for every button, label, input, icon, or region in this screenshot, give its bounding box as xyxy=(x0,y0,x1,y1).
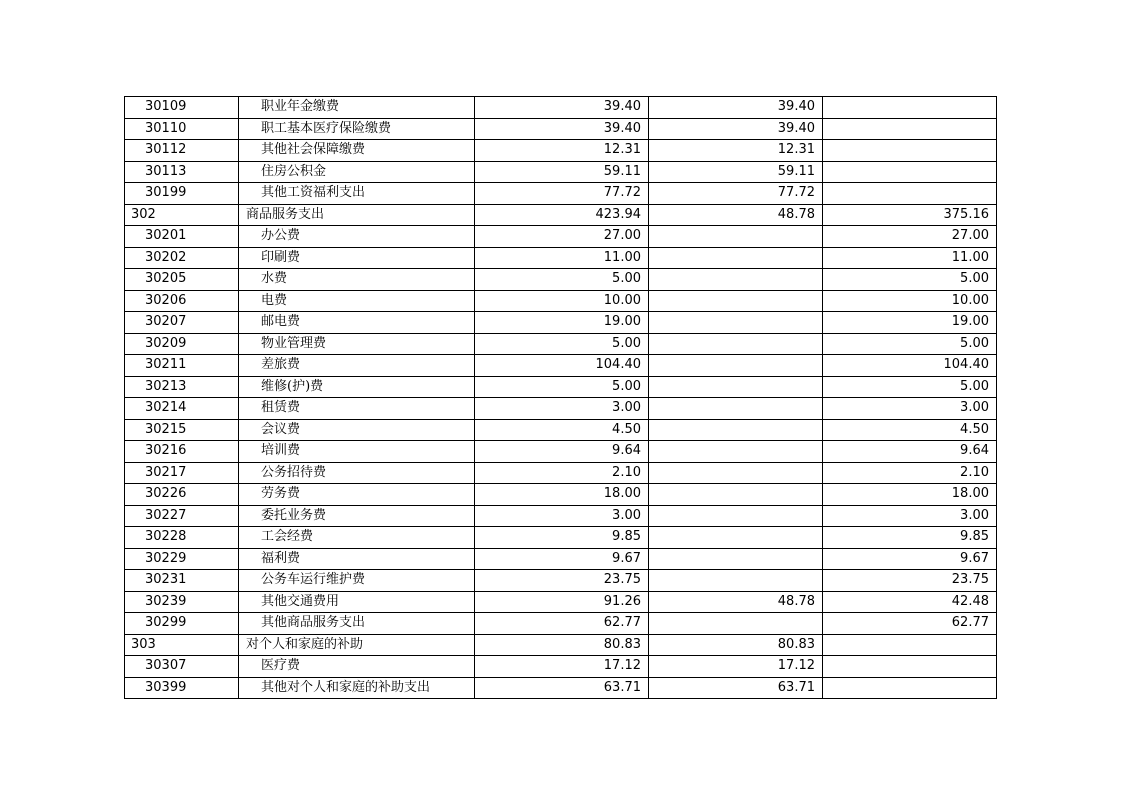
project-expenditure-cell xyxy=(823,140,997,162)
item-name-cell: 其他社会保障缴费 xyxy=(239,140,475,162)
item-name-cell: 住房公积金 xyxy=(239,161,475,183)
economic-code-cell: 30211 xyxy=(125,355,239,377)
table-row xyxy=(125,656,997,678)
total-amount-cell: 9.67 xyxy=(475,548,649,570)
item-name-cell: 商品服务支出 xyxy=(239,204,475,226)
item-name-cell: 对个人和家庭的补助 xyxy=(239,634,475,656)
basic-expenditure-cell: 59.11 xyxy=(649,161,823,183)
basic-expenditure-cell xyxy=(649,290,823,312)
project-expenditure-cell xyxy=(823,183,997,205)
total-amount-cell: 63.71 xyxy=(475,677,649,699)
economic-code-cell: 30213 xyxy=(125,376,239,398)
table-row xyxy=(125,226,997,248)
economic-code-cell: 30206 xyxy=(125,290,239,312)
table-row xyxy=(125,505,997,527)
project-expenditure-cell: 3.00 xyxy=(823,505,997,527)
total-amount-cell: 39.40 xyxy=(475,97,649,119)
project-expenditure-cell: 104.40 xyxy=(823,355,997,377)
basic-expenditure-cell: 39.40 xyxy=(649,118,823,140)
economic-code-cell: 30207 xyxy=(125,312,239,334)
basic-expenditure-cell: 63.71 xyxy=(649,677,823,699)
economic-code-cell: 30209 xyxy=(125,333,239,355)
table-row xyxy=(125,398,997,420)
table-row xyxy=(125,333,997,355)
project-expenditure-cell xyxy=(823,656,997,678)
economic-code-cell: 30110 xyxy=(125,118,239,140)
total-amount-cell: 9.64 xyxy=(475,441,649,463)
basic-expenditure-cell xyxy=(649,570,823,592)
economic-code-cell: 30227 xyxy=(125,505,239,527)
economic-code-cell: 30205 xyxy=(125,269,239,291)
item-name-cell: 劳务费 xyxy=(239,484,475,506)
total-amount-cell: 10.00 xyxy=(475,290,649,312)
total-amount-cell: 23.75 xyxy=(475,570,649,592)
item-name-cell: 邮电费 xyxy=(239,312,475,334)
economic-code-cell: 30214 xyxy=(125,398,239,420)
basic-expenditure-cell xyxy=(649,376,823,398)
item-name-cell: 工会经费 xyxy=(239,527,475,549)
item-name-cell: 会议费 xyxy=(239,419,475,441)
table-row xyxy=(125,376,997,398)
project-expenditure-cell: 10.00 xyxy=(823,290,997,312)
table-row xyxy=(125,312,997,334)
item-name-cell: 职工基本医疗保险缴费 xyxy=(239,118,475,140)
economic-code-cell: 30229 xyxy=(125,548,239,570)
project-expenditure-cell: 4.50 xyxy=(823,419,997,441)
total-amount-cell: 91.26 xyxy=(475,591,649,613)
project-expenditure-cell: 5.00 xyxy=(823,333,997,355)
project-expenditure-cell xyxy=(823,677,997,699)
table-row xyxy=(125,290,997,312)
table-row xyxy=(125,355,997,377)
economic-code-cell: 30199 xyxy=(125,183,239,205)
table-row xyxy=(125,183,997,205)
total-amount-cell: 3.00 xyxy=(475,398,649,420)
project-expenditure-cell: 11.00 xyxy=(823,247,997,269)
total-amount-cell: 18.00 xyxy=(475,484,649,506)
basic-expenditure-cell xyxy=(649,505,823,527)
table-row xyxy=(125,613,997,635)
project-expenditure-cell: 18.00 xyxy=(823,484,997,506)
total-amount-cell: 4.50 xyxy=(475,419,649,441)
budget-expenditure-table xyxy=(124,96,997,699)
basic-expenditure-cell: 77.72 xyxy=(649,183,823,205)
project-expenditure-cell: 42.48 xyxy=(823,591,997,613)
table-row xyxy=(125,419,997,441)
item-name-cell: 租赁费 xyxy=(239,398,475,420)
item-name-cell: 公务招待费 xyxy=(239,462,475,484)
basic-expenditure-cell xyxy=(649,226,823,248)
project-expenditure-cell xyxy=(823,161,997,183)
item-name-cell: 水费 xyxy=(239,269,475,291)
economic-code-cell: 30399 xyxy=(125,677,239,699)
item-name-cell: 委托业务费 xyxy=(239,505,475,527)
item-name-cell: 培训费 xyxy=(239,441,475,463)
item-name-cell: 差旅费 xyxy=(239,355,475,377)
total-amount-cell: 9.85 xyxy=(475,527,649,549)
total-amount-cell: 80.83 xyxy=(475,634,649,656)
basic-expenditure-cell xyxy=(649,312,823,334)
category-row xyxy=(125,634,997,656)
project-expenditure-cell xyxy=(823,97,997,119)
economic-code-cell: 30109 xyxy=(125,97,239,119)
project-expenditure-cell: 9.67 xyxy=(823,548,997,570)
economic-code-cell: 30226 xyxy=(125,484,239,506)
project-expenditure-cell: 9.85 xyxy=(823,527,997,549)
basic-expenditure-cell xyxy=(649,247,823,269)
basic-expenditure-cell xyxy=(649,419,823,441)
economic-code-cell: 30112 xyxy=(125,140,239,162)
basic-expenditure-cell xyxy=(649,527,823,549)
project-expenditure-cell: 23.75 xyxy=(823,570,997,592)
project-expenditure-cell: 9.64 xyxy=(823,441,997,463)
table-row xyxy=(125,97,997,119)
table-row xyxy=(125,591,997,613)
basic-expenditure-cell xyxy=(649,484,823,506)
item-name-cell: 其他工资福利支出 xyxy=(239,183,475,205)
category-row xyxy=(125,204,997,226)
total-amount-cell: 5.00 xyxy=(475,376,649,398)
project-expenditure-cell: 5.00 xyxy=(823,376,997,398)
table-row xyxy=(125,484,997,506)
table-row xyxy=(125,140,997,162)
basic-expenditure-cell: 48.78 xyxy=(649,204,823,226)
economic-code-cell: 303 xyxy=(125,634,239,656)
basic-expenditure-cell: 12.31 xyxy=(649,140,823,162)
basic-expenditure-cell: 17.12 xyxy=(649,656,823,678)
economic-code-cell: 30217 xyxy=(125,462,239,484)
total-amount-cell: 59.11 xyxy=(475,161,649,183)
total-amount-cell: 423.94 xyxy=(475,204,649,226)
economic-code-cell: 30113 xyxy=(125,161,239,183)
table-row xyxy=(125,677,997,699)
item-name-cell: 福利费 xyxy=(239,548,475,570)
item-name-cell: 物业管理费 xyxy=(239,333,475,355)
item-name-cell: 其他交通费用 xyxy=(239,591,475,613)
table-row xyxy=(125,441,997,463)
basic-expenditure-cell xyxy=(649,613,823,635)
total-amount-cell: 39.40 xyxy=(475,118,649,140)
project-expenditure-cell: 19.00 xyxy=(823,312,997,334)
economic-code-cell: 302 xyxy=(125,204,239,226)
table-body xyxy=(125,97,997,699)
total-amount-cell: 77.72 xyxy=(475,183,649,205)
item-name-cell: 公务车运行维护费 xyxy=(239,570,475,592)
table-row xyxy=(125,548,997,570)
total-amount-cell: 12.31 xyxy=(475,140,649,162)
basic-expenditure-cell xyxy=(649,269,823,291)
economic-code-cell: 30202 xyxy=(125,247,239,269)
project-expenditure-cell xyxy=(823,634,997,656)
economic-code-cell: 30299 xyxy=(125,613,239,635)
table-row xyxy=(125,570,997,592)
total-amount-cell: 2.10 xyxy=(475,462,649,484)
economic-code-cell: 30307 xyxy=(125,656,239,678)
table-row xyxy=(125,161,997,183)
project-expenditure-cell: 5.00 xyxy=(823,269,997,291)
table-row xyxy=(125,269,997,291)
basic-expenditure-cell xyxy=(649,462,823,484)
economic-code-cell: 30201 xyxy=(125,226,239,248)
total-amount-cell: 17.12 xyxy=(475,656,649,678)
item-name-cell: 其他商品服务支出 xyxy=(239,613,475,635)
table-row xyxy=(125,118,997,140)
item-name-cell: 职业年金缴费 xyxy=(239,97,475,119)
economic-code-cell: 30231 xyxy=(125,570,239,592)
basic-expenditure-cell xyxy=(649,355,823,377)
basic-expenditure-cell xyxy=(649,398,823,420)
table-row xyxy=(125,527,997,549)
project-expenditure-cell: 27.00 xyxy=(823,226,997,248)
total-amount-cell: 62.77 xyxy=(475,613,649,635)
basic-expenditure-cell xyxy=(649,548,823,570)
total-amount-cell: 5.00 xyxy=(475,333,649,355)
item-name-cell: 电费 xyxy=(239,290,475,312)
economic-code-cell: 30216 xyxy=(125,441,239,463)
project-expenditure-cell xyxy=(823,118,997,140)
total-amount-cell: 11.00 xyxy=(475,247,649,269)
table-row xyxy=(125,247,997,269)
total-amount-cell: 19.00 xyxy=(475,312,649,334)
basic-expenditure-cell: 48.78 xyxy=(649,591,823,613)
item-name-cell: 办公费 xyxy=(239,226,475,248)
basic-expenditure-cell: 39.40 xyxy=(649,97,823,119)
item-name-cell: 维修(护)费 xyxy=(239,376,475,398)
item-name-cell: 医疗费 xyxy=(239,656,475,678)
project-expenditure-cell: 2.10 xyxy=(823,462,997,484)
item-name-cell: 印刷费 xyxy=(239,247,475,269)
economic-code-cell: 30215 xyxy=(125,419,239,441)
total-amount-cell: 104.40 xyxy=(475,355,649,377)
item-name-cell: 其他对个人和家庭的补助支出 xyxy=(239,677,475,699)
basic-expenditure-cell xyxy=(649,441,823,463)
project-expenditure-cell: 62.77 xyxy=(823,613,997,635)
economic-code-cell: 30239 xyxy=(125,591,239,613)
table-row xyxy=(125,462,997,484)
total-amount-cell: 27.00 xyxy=(475,226,649,248)
project-expenditure-cell: 3.00 xyxy=(823,398,997,420)
total-amount-cell: 3.00 xyxy=(475,505,649,527)
total-amount-cell: 5.00 xyxy=(475,269,649,291)
economic-code-cell: 30228 xyxy=(125,527,239,549)
basic-expenditure-cell xyxy=(649,333,823,355)
basic-expenditure-cell: 80.83 xyxy=(649,634,823,656)
project-expenditure-cell: 375.16 xyxy=(823,204,997,226)
